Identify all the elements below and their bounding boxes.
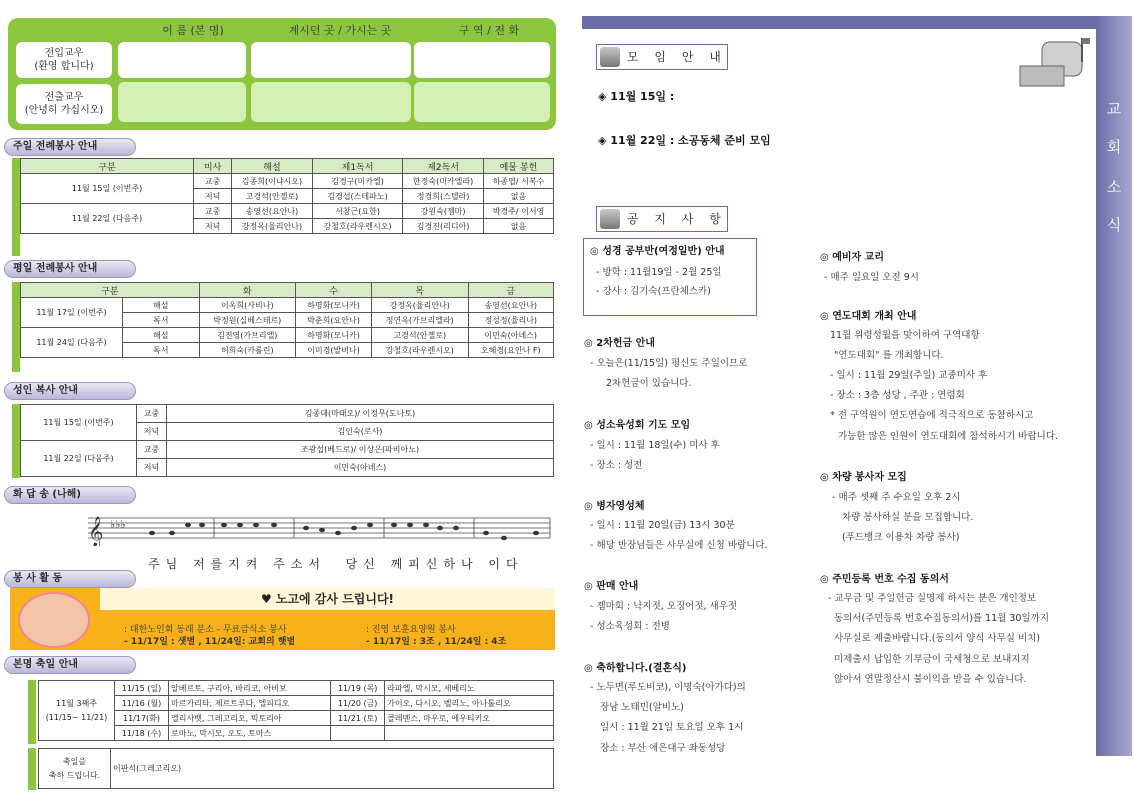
table-cell: 김경구(미카엘)	[312, 174, 402, 189]
adult-date-1: 11월 22일 (다음주)	[21, 441, 137, 477]
outgoing-place-field[interactable]	[251, 82, 411, 122]
meeting-photo-icon	[600, 47, 620, 67]
table-cell: 정경희(스텔라)	[403, 189, 484, 204]
table-cell: 교중	[137, 441, 167, 459]
second-offering-line-1: - 오늘은(11/15일) 평신도 주일이므로	[590, 358, 748, 369]
sunday-section-title: 주일 전례봉사 안내	[4, 138, 136, 156]
car-line-2: 차량 봉사하실 분을 모집합니다.	[842, 512, 974, 523]
feast-leftbar	[28, 680, 36, 744]
weekday-th-4: 금	[468, 283, 554, 298]
yeondo-line-4: - 장소 : 3층 성당 , 주관 : 연령회	[830, 390, 965, 401]
table-cell: 로마노, 막시모, 오도, 토마스	[169, 726, 331, 741]
rosary-title: ◎ 성소육성회 기도 모임	[584, 420, 691, 431]
wedding-title: ◎ 축하합니다.(결혼식)	[584, 663, 687, 674]
table-cell: 정성정(율리나)	[468, 313, 554, 328]
sunday-th-5: 예물 봉헌	[483, 159, 553, 174]
weekday-table	[20, 282, 554, 358]
table-cell: 이민숙(아녜스)	[468, 328, 554, 343]
adult-section-title: 성인 복사 안내	[4, 382, 136, 400]
table-cell: 강정옥(율리안나)	[232, 219, 313, 234]
service-line1a: : 대한노인회 동래 분소 - 무료급식소 봉사	[124, 625, 287, 635]
incoming-place-field[interactable]	[251, 42, 411, 78]
table-cell: 허희숙(카롤린)	[199, 343, 295, 358]
second-offering-title: ◎ 2차헌금 안내	[584, 338, 655, 349]
outgoing-district-field[interactable]	[414, 82, 550, 122]
catechumen-title: ◎ 예비자 교리	[820, 252, 884, 263]
right-top-bar	[582, 16, 1118, 29]
svg-text:𝄞: 𝄞	[88, 517, 104, 546]
table-cell: 이옥희(사비나)	[199, 298, 295, 313]
table-cell: 교중	[194, 174, 232, 189]
table-cell	[385, 726, 554, 741]
table-cell: 교중	[137, 405, 167, 423]
svg-text:♭♭♭: ♭♭♭	[110, 518, 126, 531]
id-consent-line-4: 미제출시 납입한 기부금이 국세청으로 보내지지	[834, 654, 1030, 665]
meeting-title: 모 임 안 내	[627, 50, 727, 64]
sunday-th-3: 제1독서	[312, 159, 402, 174]
id-consent-line-3: 사무실로 제출바랍니다.(동의서 양식 사무실 비치)	[834, 633, 1041, 644]
incoming-district-field[interactable]	[414, 42, 550, 78]
table-cell: 11/15 (일)	[115, 681, 169, 696]
table-cell: 독서	[123, 313, 200, 328]
sunday-th-4: 제2독서	[403, 159, 484, 174]
adult-date-0: 11월 15일 (이번주)	[21, 405, 137, 441]
bible-title: ◎ 성경 공부반(여정일반) 안내	[590, 246, 725, 257]
weekday-date-0: 11월 17일 (이번주)	[21, 298, 123, 328]
table-cell: 저녁	[194, 219, 232, 234]
sale-title: ◎ 판매 안내	[584, 581, 639, 592]
outgoing-label-2: (안녕히 가십시오)	[24, 105, 104, 116]
weekday-th-2: 수	[296, 283, 372, 298]
table-cell: 송영선(요안나)	[468, 298, 554, 313]
weekday-th-1: 화	[199, 283, 295, 298]
outgoing-label	[16, 84, 112, 124]
table-cell: 김인숙(로사)	[167, 423, 554, 441]
service-section-title: 봉 사 활 동	[4, 570, 136, 588]
table-cell: 없음	[483, 189, 553, 204]
table-cell: 한정숙(미카엘라)	[403, 174, 484, 189]
catechumen-line-1: - 매주 일요일 오전 9시	[824, 272, 919, 283]
incoming-label-1: 전입교우	[44, 48, 84, 59]
table-cell: 엘리사벳, 그레고리오, 빅토리아	[169, 711, 331, 726]
table-cell: 정연옥(가브리엘라)	[372, 313, 468, 328]
table-cell	[331, 726, 385, 741]
table-cell: 김경진(리디아)	[403, 219, 484, 234]
header-name: 이 름 (본 명)	[162, 24, 224, 37]
id-consent-line-5: 않아서 연말정산시 불이익을 받을 수 있습니다.	[834, 674, 1027, 685]
service-line2b: - 11/17일 : 3조 , 11/24일 : 4조	[366, 637, 507, 647]
table-cell: 하명화(모니카)	[296, 328, 372, 343]
table-cell: 알베르토, 구리아, 바리코, 아비보	[169, 681, 331, 696]
table-cell: 11/19 (목)	[331, 681, 385, 696]
heart-icon: ♥	[260, 592, 276, 606]
service-line1b: - 11/17일 : 샛별 , 11/24일: 교회의 햇볕	[124, 637, 296, 647]
table-cell: 김종희(이냐시오)	[232, 174, 313, 189]
side-title-char-3: 소	[1106, 178, 1122, 196]
sunday-th-1: 미사	[194, 159, 232, 174]
yeondo-line-5: * 전 구역원이 연도연습에 적극적으로 동참하시고	[830, 410, 1034, 421]
id-consent-line-1: - 교무금 및 주일헌금 실명제 하시는 분은 개인정보	[828, 593, 1037, 604]
incoming-name-field[interactable]	[118, 42, 246, 78]
table-cell: 11/20 (금)	[331, 696, 385, 711]
side-title-char-2: 회	[1106, 138, 1122, 156]
service-thanks-text: 노고에 감사 드립니다!	[275, 592, 395, 606]
table-cell: 라파엘, 막시모, 세베리노	[385, 681, 554, 696]
table-cell: 교중	[194, 204, 232, 219]
feast-week-label	[39, 681, 115, 741]
music-staff	[84, 512, 554, 546]
weekday-section-title: 평일 전례봉사 안내	[4, 260, 136, 278]
meeting-line-2: ◈ 11월 22일 : 소공동체 준비 모임	[598, 134, 771, 147]
welcome-box	[8, 18, 556, 130]
header-place: 계시던 곳 / 가시는 곳	[288, 24, 392, 37]
congrats-label-2: 축하 드립니다.	[48, 770, 101, 780]
sale-line-2: - 성소육성회 : 전병	[590, 621, 670, 632]
sunday-th-2: 해설	[232, 159, 313, 174]
congrats-table	[38, 748, 554, 789]
table-cell: 고경석(안젤로)	[232, 189, 313, 204]
feast-section-title: 본명 축일 안내	[4, 656, 136, 674]
notice-photo-icon	[600, 209, 620, 229]
congrats-name: 이판석(그레고리오)	[111, 749, 554, 789]
table-cell: 강철호(라우렌시오)	[312, 219, 402, 234]
sick-line-2: - 해당 반장님들은 사무실에 신청 바랍니다.	[590, 540, 768, 551]
table-cell: 이민숙(아녜스)	[167, 459, 554, 477]
sunday-date-1: 11월 22일 (다음주)	[21, 204, 194, 234]
sale-line-1: - 젬마회 : 낙지젓, 오징어젓, 새우젓	[590, 601, 738, 612]
feast-week-label-1: 11월 3째주	[56, 698, 97, 708]
congrats-leftbar	[28, 748, 36, 790]
bible-line-2: - 강사 : 김기숙(프란체스카)	[596, 286, 711, 297]
outgoing-label-1: 전출교우	[44, 92, 84, 103]
id-consent-title: ◎ 주민등록 번호 수집 동의서	[820, 574, 949, 585]
table-cell: 박경주/ 이서영	[483, 204, 553, 219]
table-cell: 11/16 (월)	[115, 696, 169, 711]
car-line-1: - 매주 셋째 주 수요일 오후 2시	[832, 492, 961, 503]
table-cell: 저녁	[137, 423, 167, 441]
sunday-th-0: 구분	[21, 159, 194, 174]
table-cell: 11/17(화)	[115, 711, 169, 726]
service-line2a: : 진영 보훈요양원 봉사	[366, 625, 456, 635]
table-cell: 이미경(발비나)	[296, 343, 372, 358]
weekday-th-0: 구분	[21, 283, 200, 298]
congrats-label-1: 축일을	[62, 756, 87, 766]
table-cell: 오혜경(요안나 F)	[468, 343, 554, 358]
table-cell: 서창근(요한)	[312, 204, 402, 219]
hymn-lyrics: 주님 저를지켜 주소서 당신 께피신하나 이다	[148, 557, 524, 571]
wedding-line-2: 장남 노태민(알비노)	[600, 702, 684, 713]
wedding-line-3: 일시 : 11월 21일 토요일 오후 1시	[600, 722, 744, 733]
yeondo-line-2: "연도대회" 를 개최합니다.	[834, 350, 944, 361]
incoming-label	[16, 42, 112, 78]
yeondo-line-1: 11월 위령성월을 맞이하여 구역대항	[830, 330, 980, 341]
table-cell: 하명화(모니카)	[296, 298, 372, 313]
bible-line-1: - 방학 : 11월19일 - 2월 25일	[596, 267, 722, 278]
service-illustration	[18, 592, 90, 648]
yeondo-line-6: 가능한 많은 인원이 연도대회에 참석하시기 바랍니다.	[838, 431, 1059, 442]
notice-header	[596, 206, 728, 232]
table-cell: 박춘희(요안나)	[296, 313, 372, 328]
id-consent-line-2: 동의서(주민등록 번호수집동의서)를 11월 30일까지	[834, 613, 1050, 624]
yeondo-title: ◎ 연도대회 개최 안내	[820, 311, 917, 322]
second-offering-line-2: 2차헌금이 있습니다.	[606, 378, 692, 389]
table-cell: 조광섭(베드로)/ 이상은(파비아노)	[167, 441, 554, 459]
mailbox-icon	[1012, 32, 1092, 96]
adult-table	[20, 404, 554, 477]
wedding-line-1: - 노두면(루도비코), 이명숙(아가다)의	[590, 682, 746, 693]
table-cell: 해설	[123, 298, 200, 313]
congrats-label	[39, 749, 111, 789]
service-thanks	[100, 588, 555, 610]
sick-line-1: - 일시 : 11월 20일(금) 13시 30분	[590, 520, 735, 531]
table-cell: 김종대(마태오)/ 이정무(도나토)	[167, 405, 554, 423]
wedding-line-4: 장소 : 부산 애은대구 좌동성당	[600, 743, 726, 754]
table-cell: 11/18 (수)	[115, 726, 169, 741]
table-cell: 11/21 (토)	[331, 711, 385, 726]
notice-title: 공 지 사 항	[627, 212, 727, 226]
sunday-table	[20, 158, 554, 234]
service-box	[10, 588, 555, 650]
table-cell: 박정원(실베스테르)	[199, 313, 295, 328]
sunday-date-0: 11월 15일 (이번주)	[21, 174, 194, 204]
table-cell: 저녁	[137, 459, 167, 477]
weekday-th-3: 목	[372, 283, 468, 298]
car-line-3: (푸드뱅크 이용차 차량 봉사)	[842, 532, 960, 543]
right-sidebar	[1096, 16, 1132, 756]
meeting-header	[596, 44, 728, 70]
header-district: 구 역 / 전 화	[458, 24, 520, 37]
yeondo-line-3: - 일시 : 11월 29일(주일) 교중미사 후	[830, 370, 988, 381]
table-cell: 하종엽/ 서복수	[483, 174, 553, 189]
adult-leftbar	[12, 404, 20, 478]
side-title-char-4: 식	[1106, 216, 1122, 234]
table-cell: 김경섭(스테파노)	[312, 189, 402, 204]
feast-table	[38, 680, 554, 741]
table-cell: 가이오, 다시오, 벨리노, 아나톨리오	[385, 696, 554, 711]
outgoing-name-field[interactable]	[118, 82, 246, 122]
side-title-char-1: 교	[1106, 100, 1122, 118]
sunday-leftbar	[12, 158, 20, 256]
table-cell: 콜레멘스, 마우로, 에우티키오	[385, 711, 554, 726]
table-cell: 강정옥(율리안나)	[372, 298, 468, 313]
rosary-line-2: - 장소 : 성전	[590, 460, 643, 471]
feast-week-label-2: (11/15~ 11/21)	[45, 712, 108, 722]
weekday-date-1: 11월 24일 (다음주)	[21, 328, 123, 358]
car-title: ◎ 차량 봉사자 모집	[820, 472, 907, 483]
table-cell: 고경석(안젤로)	[372, 328, 468, 343]
table-cell: 김진영(가브리엘)	[199, 328, 295, 343]
table-cell: 저녁	[194, 189, 232, 204]
table-cell: 마르가리타, 제르트루다, 엘피디오	[169, 696, 331, 711]
meeting-line-1: ◈ 11월 15일 :	[598, 90, 675, 103]
table-cell: 독서	[123, 343, 200, 358]
table-cell: 강철호(라우렌시오)	[372, 343, 468, 358]
weekday-leftbar	[12, 282, 20, 372]
table-cell: 없음	[483, 219, 553, 234]
sick-title: ◎ 병자영성체	[584, 501, 645, 512]
hymn-section-title: 화 답 송 (나해)	[4, 486, 136, 504]
table-cell: 해설	[123, 328, 200, 343]
rosary-line-1: - 일시 : 11월 18일(수) 미사 후	[590, 440, 720, 451]
table-cell: 강원숙(젬마)	[403, 204, 484, 219]
table-cell: 송영선(요안나)	[232, 204, 313, 219]
incoming-label-2: (환영 합니다)	[34, 61, 94, 72]
